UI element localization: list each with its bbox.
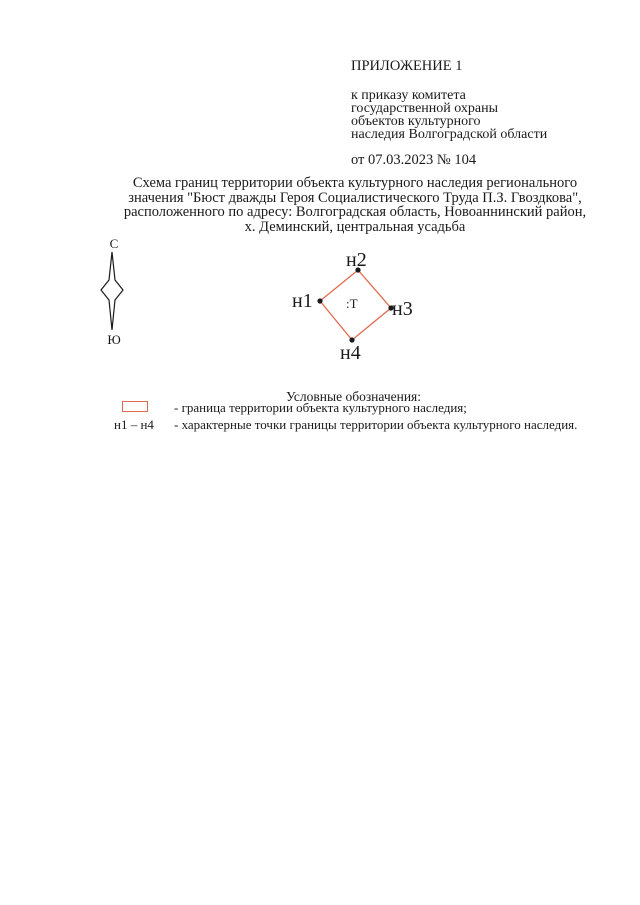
scheme-title-line: Схема границ территории объекта культурного наследия регионального [132,175,578,191]
appendix-line: объектов культурного [351,114,481,129]
point-label-n3: н3 [392,298,413,320]
legend-points-symbol: н1 – н4 [114,417,154,432]
legend-boundary-text: - граница территории объекта культурного наследия; [174,400,467,415]
point-label-n1: н1 [292,290,313,312]
appendix-header [351,60,611,167]
compass-south-label: Ю [107,332,121,347]
legend-boundary-swatch [122,401,148,412]
scheme-title-line: расположенного по адресу: Волгоградская область, Новоаннинский район, [123,204,587,220]
compass-arrow-icon [92,250,132,332]
appendix-line: наследия Волгоградской области [351,127,548,142]
point-label-n4: н4 [340,342,361,364]
appendix-date: от 07.03.2023 № 104 [351,152,477,168]
compass-north-label: С [109,236,119,251]
scheme-title [60,176,640,234]
compass [92,236,132,348]
appendix-line: к приказу комитета [351,88,466,103]
legend-title: Условные обозначения: [286,389,422,404]
appendix-line: государственной охраны [351,101,499,116]
scheme-title-line: значения "Бюст дважды Героя Социалистического Труда П.З. Гвоздкова", [128,189,582,206]
legend-points-text: - характерные точки границы территории объекта культурного наследия. [174,417,578,432]
appendix-title: ПРИЛОЖЕНИЕ 1 [351,58,463,74]
boundary-plan [290,248,420,368]
area-label: :Т [346,296,358,311]
scheme-title-line: х. Деминский, центральная усадьба [244,218,466,235]
point-n1-marker [317,298,322,303]
point-label-n2: н2 [346,249,367,271]
